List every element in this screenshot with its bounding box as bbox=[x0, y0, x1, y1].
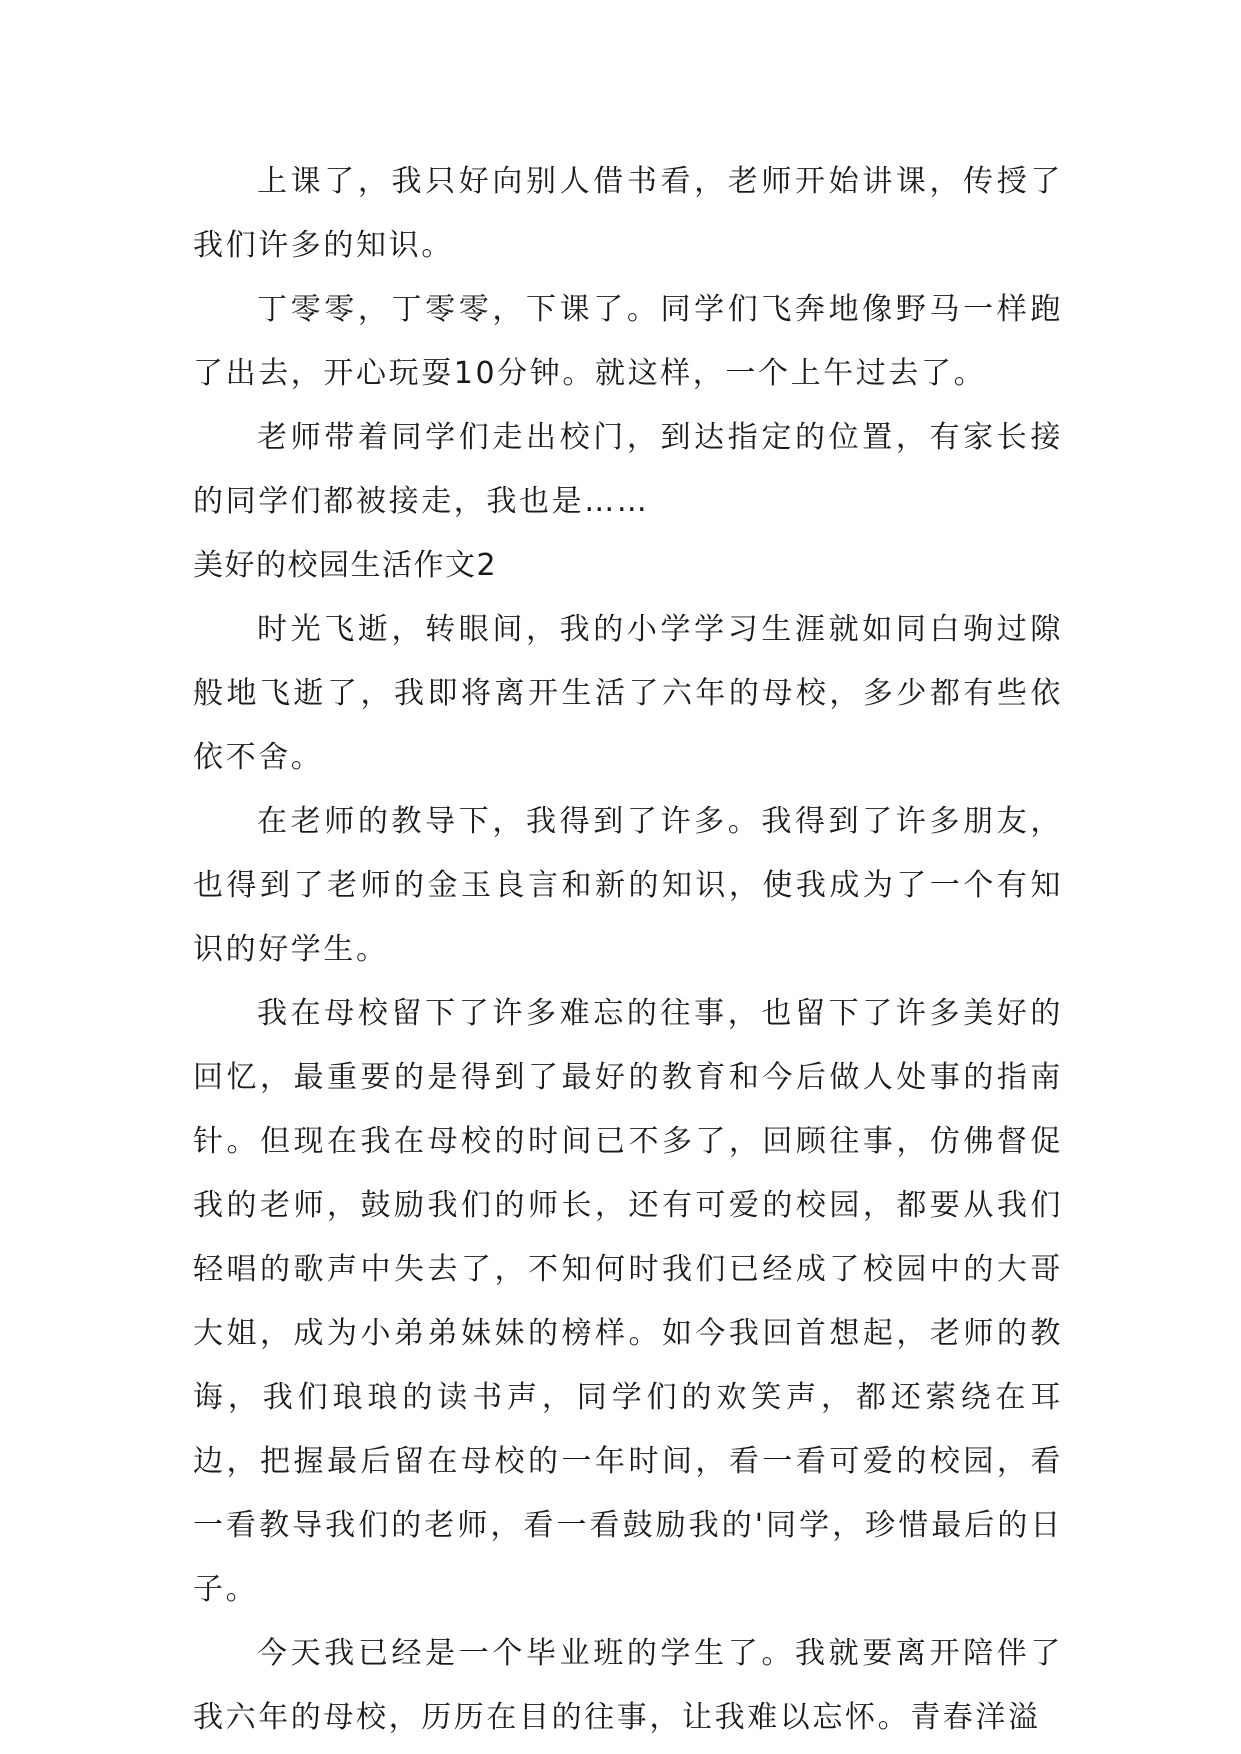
paragraph-7: 今天我已经是一个毕业班的学生了。我就要离开陪伴了我六年的母校，历历在目的往事，让我难以忘怀。青春洋溢 bbox=[193, 1636, 1063, 1735]
paragraph-3: 老师带着同学们走出校门，到达指定的位置，有家长接的同学们都被接走，我也是…… bbox=[193, 420, 1063, 519]
paragraph-6: 我在母校留下了许多难忘的往事，也留下了许多美好的回忆，最重要的是得到了最好的教育和今后做人处事的指南针。但现在我在母校的时间已不多了，回顾往事，仿佛督促我的老师，鼓励我们的师长，还有可爱的校园，都要从我们轻唱的歌声中失去了，不知何时我们已经成了校园中的大哥大姐，成为小弟弟妹妹的榜样。如今我回首想起，老师的教诲，我们琅琅的读书声，同学们的欢笑声，都还萦绕在耳边，把握最后留在母校的一年时间，看一看可爱的校园，看一看教导我们的老师，看一看鼓励我的'同学，珍惜最后的日子。 bbox=[193, 996, 1063, 1607]
paragraph-2: 丁零零，丁零零，下课了。同学们飞奔地像野马一样跑了出去，开心玩耍10分钟。就这样，一个上午过去了。 bbox=[193, 292, 1063, 391]
paragraph-1: 上课了，我只好向别人借书看，老师开始讲课，传授了我们许多的知识。 bbox=[193, 164, 1063, 263]
paragraph-5: 在老师的教导下，我得到了许多。我得到了许多朋友，也得到了老师的金玉良言和新的知识，使我成为了一个有知识的好学生。 bbox=[193, 804, 1063, 967]
section-heading: 美好的校园生活作文2 bbox=[193, 548, 498, 583]
paragraph-4: 时光飞逝，转眼间，我的小学学习生涯就如同白驹过隙般地飞逝了，我即将离开生活了六年的母校，多少都有些依依不舍。 bbox=[193, 612, 1063, 775]
document-body bbox=[193, 150, 1063, 1750]
